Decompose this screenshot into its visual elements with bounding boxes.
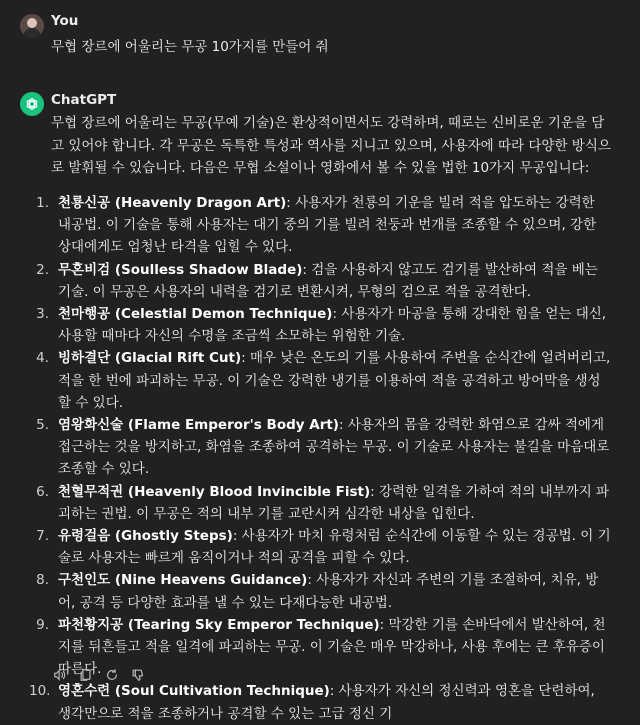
user-name: You <box>51 13 79 29</box>
item-description: : 강력한 일격을 가하여 적의 내부까지 파괴하는 권법. 이 무공은 적의 내부 기를 교란시켜 심각한 내상을 입힌다. <box>58 483 610 522</box>
list-item <box>36 192 611 259</box>
list-number: 7. <box>36 528 49 545</box>
copy-icon <box>79 668 93 682</box>
item-title: 무혼비검 (Soulless Shadow Blade) <box>58 261 303 278</box>
item-description: : 사용자가 천룡의 기운을 빌려 적을 압도하는 강력한 내공법. 이 기술을 통해 사용자는 대기 중의 기를 빌려 천둥과 번개를 조종할 수 있으며, 강한 상대에게도 엄청난 타격을 입힐 수 있다. <box>58 195 597 256</box>
list-item <box>36 569 611 613</box>
message-actions <box>51 666 147 684</box>
user-message-text: 무협 장르에 어울리는 무공 10가지를 만들어 줘 <box>51 39 329 55</box>
list-item <box>36 481 611 525</box>
item-description: : 매우 낮은 온도의 기를 사용하여 주변을 순식간에 얼려버리고, 적을 한 번에 파괴하는 무공. 이 기술은 강력한 냉기를 이용하여 적을 공격하고 방어막을 생성할 수 있다. <box>58 350 611 411</box>
item-title: 천룡신공 (Heavenly Dragon Art) <box>58 195 287 211</box>
item-title: 염왕화신술 (Flame Emperor's Body Art) <box>58 417 339 434</box>
list-number: 10. <box>29 683 51 700</box>
item-title: 천혈무적권 (Heavenly Blood Invincible Fist) <box>58 483 371 500</box>
list-item <box>36 525 611 569</box>
list-item <box>36 414 611 481</box>
martial-arts-list <box>29 192 611 725</box>
item-title: 천마행공 (Celestial Demon Technique) <box>58 306 333 323</box>
speaker-icon <box>53 668 67 682</box>
item-description: : 사용자가 자신과 주변의 기를 조절하여, 치유, 방어, 공격 등 다양한 효과를 낼 수 있는 다재다능한 내공법. <box>58 572 599 611</box>
list-number: 9. <box>36 616 49 633</box>
thumbs-down-icon <box>131 668 145 682</box>
chatgpt-logo-icon <box>20 92 44 116</box>
list-number: 8. <box>36 572 49 589</box>
item-title: 유령걸음 (Ghostly Steps) <box>58 528 233 545</box>
bad-response-button[interactable] <box>129 666 147 684</box>
list-number: 3. <box>36 306 49 323</box>
list-item <box>36 259 611 303</box>
item-title: 구천인도 (Nine Heavens Guidance) <box>58 572 308 589</box>
list-number: 2. <box>36 261 49 278</box>
list-item <box>29 680 611 724</box>
list-number: 5. <box>36 417 49 434</box>
item-description: : 사용자가 자신의 정신력과 영혼을 단련하여, 생각만으로 적을 조종하거나 공격할 수 있는 고급 정신 기 <box>58 683 595 722</box>
read-aloud-button[interactable] <box>51 666 69 684</box>
item-description: : 사용자가 마공을 통해 강대한 힘을 얻는 대신, 사용할 때마다 자신의 수명을 조금씩 소모하는 위험한 기술. <box>58 306 607 345</box>
item-title: 빙하결단 (Glacial Rift Cut) <box>58 350 242 367</box>
item-title: 파천황지공 (Tearing Sky Emperor Technique) <box>58 616 380 633</box>
item-description: : 막강한 기를 손바닥에서 발산하여, 천지를 뒤흔들고 적을 일격에 파괴하는 무공. 이 기술은 매우 막강하나, 사용 후에는 큰 후유증이 따른다. <box>58 616 606 678</box>
copy-button[interactable] <box>77 666 95 684</box>
list-number: 1. <box>36 195 49 211</box>
item-title: 영혼수련 (Soul Cultivation Technique) <box>58 683 330 700</box>
list-number: 4. <box>36 350 49 367</box>
assistant-name: ChatGPT <box>51 92 117 108</box>
list-item <box>36 303 611 347</box>
regenerate-icon <box>105 668 119 682</box>
item-description: : 검을 사용하지 않고도 검기를 발산하여 적을 베는 기술. 이 무공은 사용자의 내력을 검기로 변환시켜, 무형의 검으로 적을 공격한다. <box>58 261 598 300</box>
list-item <box>36 347 611 414</box>
item-description: : 사용자가 마치 유령처럼 순식간에 이동할 수 있는 경공법. 이 기술로 사용자는 빠르게 움직이거나 적의 공격을 피할 수 있다. <box>58 528 611 567</box>
regenerate-button[interactable] <box>103 666 121 684</box>
user-avatar <box>20 14 44 38</box>
list-number: 6. <box>36 483 49 500</box>
assistant-intro: 무협 장르에 어울리는 무공(무예 기술)은 환상적이면서도 강력하며, 때로는 신비로운 기운을 담고 있어야 합니다. 각 무공은 독특한 특성과 역사를 지니고 있으며, 사용자에 따라 다양한 방식으로 발휘될 수 있습니다. 다음은 무협 소설이나 영화에서 볼 수 있을 법한 10가지 무공입니다: <box>51 115 611 176</box>
item-description: : 사용자의 몸을 강력한 화염으로 감싸 적에게 접근하는 것을 방지하고, 화염을 조종하여 공격하는 무공. 이 기술로 사용자는 불길을 마음대로 조종할 수 있다. <box>58 417 610 478</box>
